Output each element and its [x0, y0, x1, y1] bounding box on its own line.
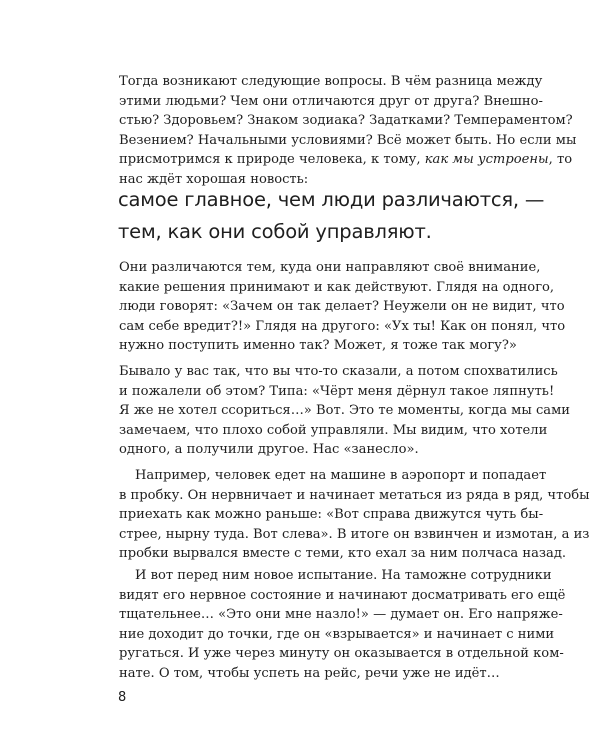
text-line: ние доходит до точки, где он «взрывается» и начинает с ними [119, 626, 555, 642]
text-line: сам себе вредит?!» Глядя на другого: «Ух ты! Как он понял, что [119, 318, 566, 334]
italic-phrase: как мы устроены [424, 152, 549, 168]
text-line: нужно поступить именно так? Может, я тоже так могу?» [119, 338, 517, 354]
paragraph-questions [119, 72, 577, 190]
highlighted-statement [118, 184, 545, 248]
text-line: пробки вырвался вместе с теми, кто ехал за ним полчаса назад. [119, 546, 567, 562]
text-line: этими людьми? Чем они отличаются друг от друга? Внешно- [119, 93, 543, 109]
text-line: нас ждёт хорошая новость: [119, 171, 309, 187]
text-line: Везением? Начальными условиями? Всё может быть. Но если мы [119, 132, 577, 148]
paragraph-traffic-example [119, 466, 590, 564]
text-line: приехать как можно раньше: «Вот справа движутся чуть бы- [119, 507, 544, 523]
paragraph-customs-example [119, 566, 566, 684]
text-line: Тогда возникают следующие вопросы. В чём разница между [119, 74, 543, 89]
text-line: в пробку. Он нервничает и начинает метаться из ряда в ряд, чтобы [119, 487, 590, 503]
text-line: нате. О том, чтобы успеть на рейс, речи уже не идёт… [119, 665, 500, 681]
text-line: Они различаются тем, куда они направляют своё внимание, [119, 260, 541, 275]
text-line: люди говорят: «Зачем он так делает? Неужели он не видит, что [119, 299, 565, 315]
text-line: Я же не хотел ссориться…» Вот. Это те моменты, когда мы сами [119, 403, 570, 419]
text-fragment: , то [548, 152, 573, 168]
text-line [119, 150, 573, 170]
text-line: тщательнее… «Это они мне назло!» — думает он. Его напряже- [119, 607, 563, 623]
text-fragment: присмотримся к природе человека, к тому, [119, 152, 425, 168]
text-line: видят его нервное состояние и начинают досматривать его ещё [119, 587, 566, 603]
page-number: 8 [118, 690, 127, 705]
text-line: стью? Здоровьем? Знаком зодиака? Задатками? Темпераментом? [119, 113, 573, 129]
text-line: Бывало у вас так, что вы что-то сказали, а потом спохватились [119, 364, 558, 379]
paragraph-regret [119, 362, 570, 460]
text-line: замечаем, что плохо собой управляли. Мы видим, что хотели [119, 422, 548, 438]
text-line: какие решения принимают и как действуют. Глядя на одного, [119, 279, 555, 295]
highlight-line: тем, как они собой управляют. [118, 220, 432, 243]
text-line: ругаться. И уже через минуту он оказывается в отдельной ком- [119, 646, 564, 662]
text-line: стрее, нырну туда. Вот слева». В итоге он взвинчен и измотан, а из [119, 526, 590, 542]
text-line: одного, а получили другое. Нас «занесло». [119, 442, 419, 458]
text-line: и пожалели об этом? Типа: «Чёрт меня дёрнул такое ляпнуть! [119, 383, 555, 399]
highlight-line: самое главное, чем люди различаются, — [118, 188, 545, 211]
text-line: И вот перед ним новое испытание. На таможне сотрудники [135, 568, 552, 583]
paragraph-differences [119, 258, 566, 356]
text-line: Например, человек едет на машине в аэропорт и попадает [135, 468, 547, 483]
